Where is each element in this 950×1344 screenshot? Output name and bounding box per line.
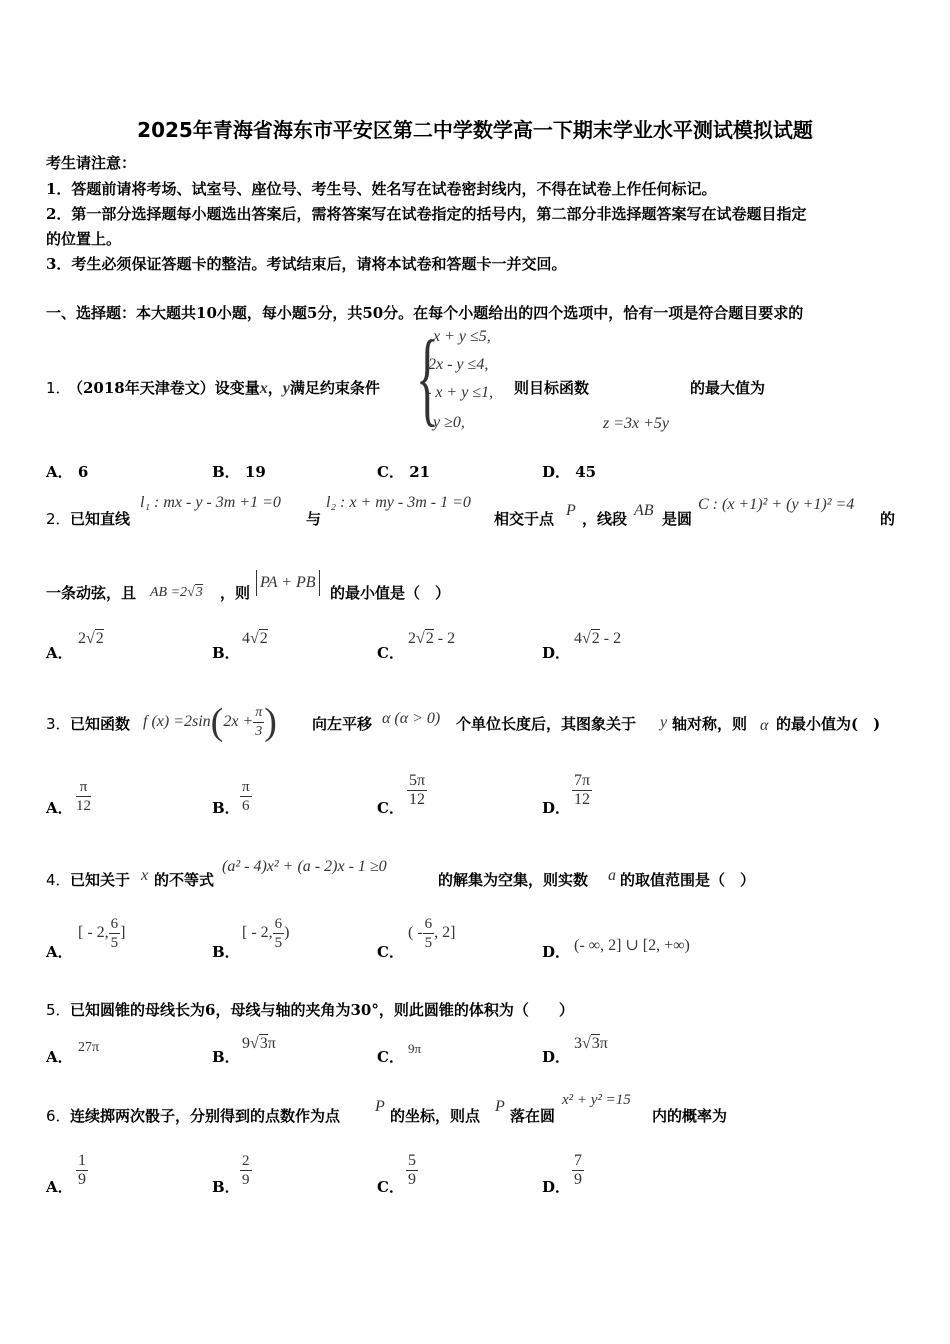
question-text: 内的概率为 — [652, 1107, 728, 1125]
option-c[interactable]: C． — [377, 943, 404, 961]
question-number: 1． — [46, 379, 71, 397]
question-number: 3． — [46, 715, 71, 733]
function-definition: f (x) =2sin(2x + $\frac{\pi}{3}$ ) — [143, 701, 277, 743]
variable-x: x — [141, 867, 149, 884]
option-a[interactable]: A． — [46, 1048, 73, 1066]
question-number: 4． — [46, 871, 71, 889]
option-c-value[interactable]: $\frac{5\pi}{12}$ — [409, 772, 426, 808]
option-a[interactable]: A． 6 — [46, 463, 89, 481]
option-b-value[interactable]: 4√2 — [242, 630, 268, 647]
question-text: 已知直线 — [70, 510, 131, 528]
option-a-value[interactable]: [ - 2, $\frac{6}{5}$ ] — [78, 916, 126, 951]
inequality: (a² - 4)x² + (a - 2)x - 1 ≥0 — [222, 858, 387, 875]
question-text: 个单位长度后，其图象关于 — [456, 715, 637, 733]
option-c[interactable]: C． 21 — [377, 463, 431, 481]
point-p: P — [375, 1098, 385, 1115]
question-text: 是圆 — [662, 510, 693, 528]
question-text: 已知函数 — [70, 715, 131, 733]
option-d[interactable]: D． — [542, 1048, 571, 1066]
constraint: 2x - y ≤4, — [428, 356, 489, 373]
question-text: 与 — [306, 510, 322, 528]
notice-heading: 考生请注意： — [46, 154, 137, 172]
notice-item: 2．第一部分选择题每小题选出答案后，需将答案写在试卷指定的括号内，第二部分非选择题答案写在试卷题目指定 — [46, 205, 807, 223]
option-a-value[interactable]: $\frac{\pi}{12}$ — [76, 779, 91, 814]
question-text: 已知关于 — [70, 871, 131, 889]
question-text: （2018年天津卷文）设变量x，y满足约束条件 — [68, 379, 380, 397]
question-text: 已知圆锥的母线长为6，母线与轴的夹角为30°，则此圆锥的体积为（ ） — [70, 1001, 574, 1019]
constraint: x + y ≤5, — [433, 328, 491, 345]
question-text: 连续掷两次骰子，分别得到的点数作为点 — [70, 1107, 341, 1125]
question-number: 6． — [46, 1107, 71, 1125]
option-d-value[interactable]: (- ∞, 2] ∪ [2, +∞) — [574, 937, 690, 954]
notice-item: 1．答题前请将考场、试室号、座位号、考生号、姓名写在试卷密封线内，不得在试卷上作任何标记。 — [46, 180, 717, 198]
question-text: 的解集为空集，则实数 — [438, 871, 589, 889]
option-d[interactable]: D． — [542, 943, 571, 961]
option-b-value[interactable]: $\frac{2}{9}$ — [242, 1153, 250, 1188]
objective-function: z =3x +5y — [603, 415, 670, 432]
option-b[interactable]: B． — [212, 644, 240, 662]
question-text: ，线段 — [582, 510, 628, 528]
question-number: 2． — [46, 510, 71, 528]
point-p: P — [495, 1098, 505, 1115]
question-text: 的最小值是（ ） — [330, 584, 451, 602]
question-text: 的最大值为 — [690, 379, 766, 397]
option-a-value[interactable]: 27π — [78, 1040, 100, 1055]
question-number: 5． — [46, 1001, 71, 1019]
circle-equation: C : (x +1)² + (y +1)² =4 — [698, 496, 855, 513]
question-text: 则目标函数 — [514, 379, 590, 397]
option-c-value[interactable]: $\frac{5}{9}$ — [408, 1152, 416, 1188]
option-b[interactable]: B． — [212, 943, 240, 961]
option-a-value[interactable]: 2√2 — [78, 630, 104, 647]
point-p: P — [566, 502, 576, 519]
segment-ab: AB — [634, 502, 654, 519]
question-text: 的不等式 — [154, 871, 215, 889]
question-text: 的坐标，则点 — [390, 1107, 481, 1125]
question-text: 落在圆 — [510, 1107, 556, 1125]
question-text: 的 — [880, 510, 896, 528]
chord-length: AB =2√3 — [150, 585, 203, 600]
question-text: 的最小值为( ) — [776, 715, 881, 733]
option-c[interactable]: C． — [377, 799, 404, 817]
notice-item: 的位置上。 — [46, 230, 122, 248]
option-d-value[interactable]: $\frac{7\pi}{12}$ — [574, 772, 591, 808]
option-d-value[interactable]: $\frac{7}{9}$ — [574, 1152, 582, 1188]
question-text: 一条动弦，且 — [46, 584, 137, 602]
constraint: - x + y ≤1, — [426, 384, 494, 401]
option-d[interactable]: D． — [542, 799, 571, 817]
option-b[interactable]: B． 19 — [212, 463, 266, 481]
y-axis: y — [660, 714, 668, 731]
option-b-value[interactable]: [ - 2, $\frac{6}{5}$ ) — [242, 916, 290, 951]
variable-a: a — [608, 867, 616, 884]
constraint: y ≥0, — [433, 414, 465, 431]
option-a[interactable]: A． — [46, 943, 73, 961]
alpha: α — [760, 717, 769, 734]
circle-equation: x² + y² =15 — [562, 1092, 631, 1108]
option-c[interactable]: C． — [377, 1048, 404, 1066]
option-c-value[interactable]: ( - $\frac{6}{5}$ , 2] — [408, 916, 456, 951]
option-d-value[interactable]: 3√3π — [574, 1035, 608, 1052]
option-b[interactable]: B． — [212, 1048, 240, 1066]
option-a[interactable]: A． — [46, 1178, 73, 1196]
question-text: 轴对称，则 — [672, 715, 748, 733]
option-d-value[interactable]: 4√2 - 2 — [574, 630, 622, 647]
notice-item: 3．考生必须保证答题卡的整洁。考试结束后，请将本试卷和答题卡一并交回。 — [46, 255, 567, 273]
option-a[interactable]: A． — [46, 799, 73, 817]
option-c[interactable]: C． — [377, 1178, 404, 1196]
option-b[interactable]: B． — [212, 799, 240, 817]
question-text: 的取值范围是（ ） — [620, 871, 756, 889]
page-title: 2025年青海省海东市平安区第二中学数学高一下期末学业水平测试模拟试题 — [137, 118, 813, 142]
option-c[interactable]: C． — [377, 644, 404, 662]
line-l1: l₁ : mx - y - 3m +1 =0 — [140, 494, 281, 511]
question-text: 相交于点 — [494, 510, 555, 528]
option-b[interactable]: B． — [212, 1178, 240, 1196]
option-b-value[interactable]: $\frac{\pi}{6}$ — [242, 779, 250, 814]
option-a-value[interactable]: $\frac{1}{9}$ — [78, 1152, 86, 1188]
option-b-value[interactable]: 9√3π — [242, 1035, 276, 1052]
question-text: 向左平移 — [312, 715, 373, 733]
option-c-value[interactable]: 9π — [408, 1041, 422, 1056]
option-d[interactable]: D． — [542, 1178, 571, 1196]
option-d[interactable]: D． — [542, 644, 571, 662]
abs-vector-sum: PA + PB — [256, 570, 320, 596]
option-d[interactable]: D． 45 — [542, 463, 597, 481]
question-text: ，则 — [220, 584, 251, 602]
line-l2: l₂ : x + my - 3m - 1 =0 — [326, 494, 471, 511]
alpha-condition: α (α > 0) — [382, 710, 441, 727]
option-a[interactable]: A． — [46, 644, 73, 662]
option-c-value[interactable]: 2√2 - 2 — [408, 630, 456, 647]
section-heading: 一、选择题：本大题共10小题，每小题5分，共50分。在每个小题给出的四个选项中，恰有一项是符合题目要求的 — [46, 304, 804, 322]
constraint-brace: { — [416, 319, 439, 436]
